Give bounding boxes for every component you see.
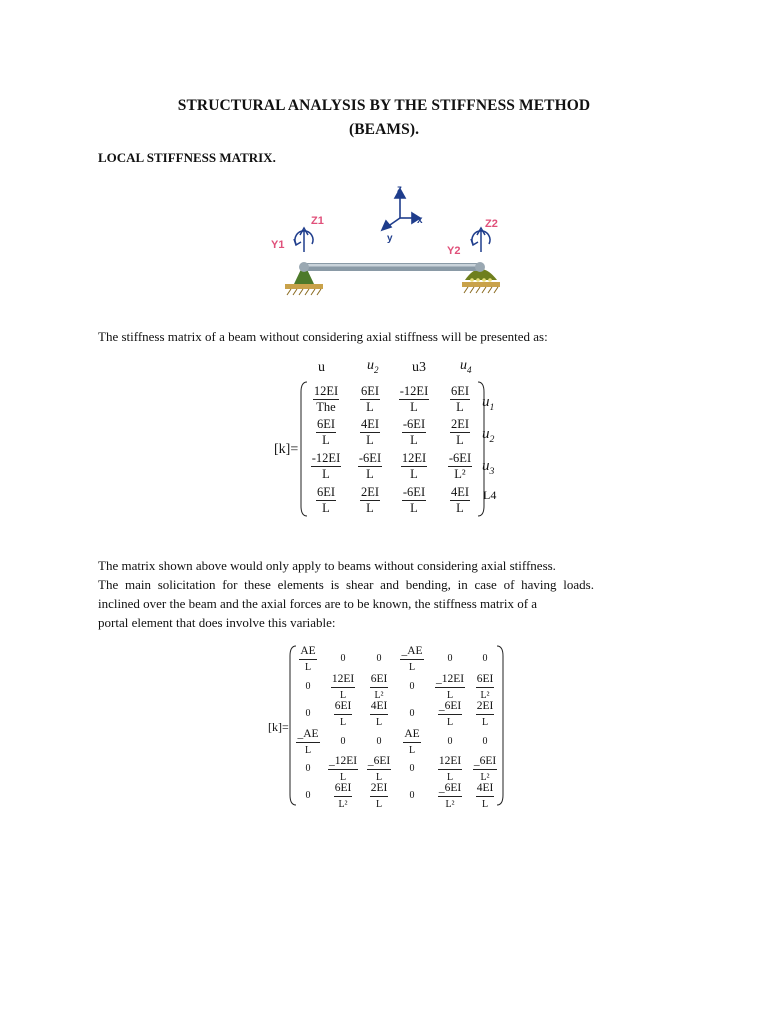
matrix1-denominator: L [456,400,464,414]
matrix2-numerator: _6EI [367,755,391,770]
matrix2-denominator: L [304,662,312,673]
matrix2-numerator: 12EI [438,755,462,770]
matrix1-numerator: 4EI [450,485,470,499]
matrix2-denominator: L² [338,799,348,810]
label-y2: Y2 [447,245,461,257]
matrix2-numerator: 2EI [476,700,495,715]
matrix2-numerator: _6EI [473,755,497,770]
matrix1-numerator: 2EI [450,417,470,431]
title-line-2: (BEAMS). [348,121,420,138]
matrix1-denominator: L² [454,467,466,481]
matrix2-cell: 0 [305,681,311,692]
matrix2-cell: 0 [376,653,382,664]
matrix2-denominator: L [408,662,416,673]
matrix1-denominator: L [410,400,418,414]
axis-y-label: y [387,233,393,244]
matrix2-cell [461,673,509,702]
matrix2-cell: 0 [447,653,453,664]
matrix1-numerator: 6EI [360,384,380,398]
matrix1-numerator: 12EI [313,384,339,398]
matrix2-denominator: L [481,717,489,728]
matrix1-denominator: L [366,433,374,447]
explanation-line: inclined over the beam and the axial forces are to be known, the stiffness matrix of a [98,596,538,611]
matrix2-cell: 0 [305,708,311,719]
matrix2-numerator: _6EI [438,782,462,797]
matrix1-numerator: -6EI [402,417,426,431]
matrix1-denominator: L [322,467,330,481]
matrix2-cell: 0 [409,681,415,692]
matrix1-cell [302,418,350,447]
matrix2-numerator: 4EI [476,782,495,797]
matrix1-numerator: 6EI [450,384,470,398]
matrix2-cell: 0 [376,736,382,747]
global-axes-icon [382,189,420,230]
matrix2-numerator: _12EI [435,673,465,688]
matrix1-header: u3 [412,360,426,375]
explanation-line: The main solicitation for these elements is shear and bending, in case of having loads. [98,577,594,592]
matrix2-numerator: 6EI [334,700,353,715]
matrix2-cell [461,755,509,784]
matrix1-numerator: -6EI [358,451,382,465]
matrix1-cell [390,452,438,481]
matrix1-cell [436,452,484,481]
matrix2-cell [461,782,509,811]
matrix2-numerator: 12EI [331,673,355,688]
matrix1-numerator: -6EI [448,451,472,465]
matrix2-cell [461,700,509,729]
right-node-icon [475,262,485,272]
matrix1-denominator: L [322,433,330,447]
matrix2-cell: 0 [409,763,415,774]
matrix1-numerator: 2EI [360,485,380,499]
matrix1-cell [390,486,438,515]
matrix2-numerator: 6EI [370,673,389,688]
matrix1-row-label: $u_3$ [482,458,495,477]
matrix1-denominator: L [322,501,330,515]
matrix2-cell: 0 [447,736,453,747]
matrix2-denominator: L [408,745,416,756]
matrix1-label: [k]= [274,442,299,457]
matrix2-denominator: L [481,799,489,810]
matrix2-denominator: L² [480,772,490,783]
label-z2: Z2 [485,218,498,230]
matrix2-cell: 0 [340,736,346,747]
explanation-line: portal element that does involve this variable: [98,615,336,630]
matrix1-numerator: -12EI [311,451,341,465]
matrix2-denominator: L [339,717,347,728]
left-ground-icon [285,284,323,295]
explanation-paragraph [98,556,598,632]
matrix1-denominator: L [456,433,464,447]
matrix2-denominator: L [339,690,347,701]
matrix1-header: $u_4$ [460,358,472,375]
matrix1-cell [436,486,484,515]
matrix1-numerator: 4EI [360,417,380,431]
title-line-1: STRUCTURAL ANALYSIS BY THE STIFFNESS METHOD [177,97,591,114]
matrix1-cell [302,452,350,481]
left-node-arrows-icon [294,228,313,252]
label-z1: Z1 [311,215,324,227]
matrix1-denominator: The [316,400,336,414]
matrix1-cell [436,385,484,414]
matrix2-denominator: L [375,772,383,783]
matrix1-numerator: -12EI [399,384,429,398]
matrix1-row-label: $u_2$ [482,426,495,445]
matrix1-cell [346,418,394,447]
matrix2-cell: 0 [482,736,488,747]
matrix1-denominator: L [366,400,374,414]
right-ground-icon [462,282,500,293]
matrix1-denominator: L [410,501,418,515]
matrix1-denominator: L [410,467,418,481]
left-node-icon [299,262,309,272]
matrix2-numerator: 6EI [476,673,495,688]
matrix2-cell: 0 [340,653,346,664]
matrix1-header: $u_2$ [367,358,379,375]
matrix2-cell: 0 [305,790,311,801]
matrix2-cell: 0 [482,653,488,664]
matrix1-row-label: L4 [483,488,497,502]
matrix2-denominator: L [375,717,383,728]
intro-paragraph: The stiffness matrix of a beam without considering axial stiffness will be presented as: [98,329,548,344]
matrix1-cell [436,418,484,447]
matrix2-numerator: _6EI [438,700,462,715]
matrix2-numerator: 6EI [334,782,353,797]
explanation-line: The matrix shown above would only apply to beams without considering axial stiffness. [98,558,556,573]
matrix2-numerator: _AE [296,728,319,743]
matrix2-cell: 0 [409,708,415,719]
matrix1-denominator: L [366,501,374,515]
matrix2-denominator: L [446,690,454,701]
matrix1-cell [390,385,438,414]
axis-x-label: x [417,215,423,226]
matrix1-numerator: 6EI [316,417,336,431]
matrix2-cell: 0 [409,790,415,801]
matrix2-numerator: AE [403,728,420,743]
matrix1-denominator: L [410,433,418,447]
section-heading: LOCAL STIFFNESS MATRIX. [98,150,276,165]
matrix1-numerator: 12EI [401,451,427,465]
matrix2-numerator: _12EI [328,755,358,770]
matrix1-header: u [318,360,325,375]
matrix2-label: [k]= [268,720,289,734]
matrix2-denominator: L [304,745,312,756]
matrix1-cell [302,486,350,515]
matrix2-denominator: L [339,772,347,783]
matrix1-numerator: -6EI [402,485,426,499]
matrix1-cell [390,418,438,447]
matrix1-denominator: L [366,467,374,481]
right-node-arrows-icon [471,228,490,252]
label-y1: Y1 [271,239,285,251]
matrix1-row-label: $u_1$ [482,394,495,413]
matrix2-denominator: L² [374,690,384,701]
matrix2-denominator: L [375,799,383,810]
matrix2-denominator: L² [480,690,490,701]
matrix1-cell [346,452,394,481]
matrix2-denominator: L [446,772,454,783]
axis-z-label: z [397,184,402,195]
matrix2-numerator: 4EI [370,700,389,715]
matrix2-cell: 0 [305,763,311,774]
beam-figure [260,180,510,300]
matrix1-numerator: 6EI [316,485,336,499]
matrix2-numerator: _AE [400,645,423,660]
matrix1-denominator: L [456,501,464,515]
matrix2-numerator: 2EI [370,782,389,797]
matrix2-denominator: L² [445,799,455,810]
matrix1-cell [346,486,394,515]
matrix2-denominator: L [446,717,454,728]
matrix1-cell [302,385,350,414]
matrix1-cell [346,385,394,414]
matrix2-numerator: AE [299,645,316,660]
